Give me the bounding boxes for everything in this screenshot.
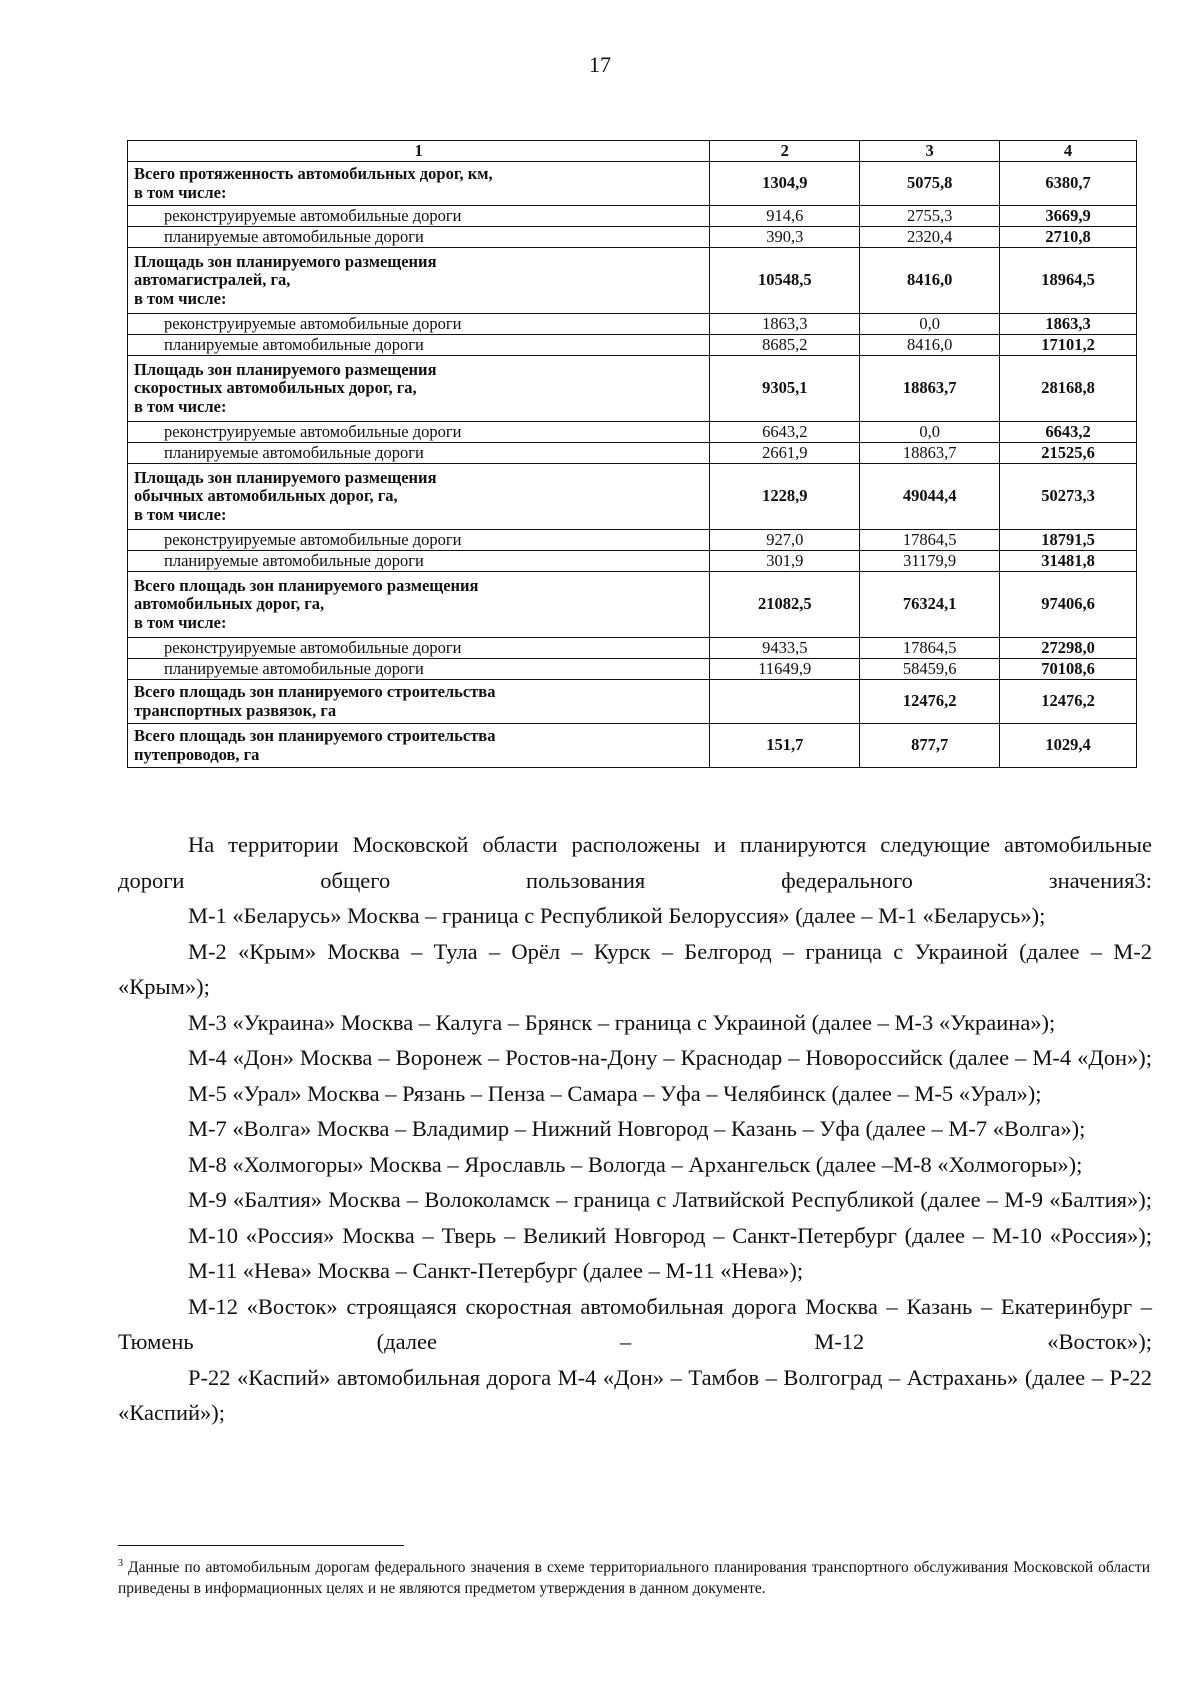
value-cell: 914,6 [710,206,860,227]
subrow-label-cell: реконструируемые автомобильные дороги [128,638,710,659]
value-cell: 301,9 [710,551,860,572]
value-cell: 1304,9 [710,162,860,206]
value-cell: 1863,3 [710,314,860,335]
table-subrow [128,551,1137,572]
value-cell: 31481,8 [1000,551,1137,572]
value-cell: 3669,9 [1000,206,1137,227]
road-item: М-8 «Холмогоры» Москва – Ярославль – Вологда – Архангельск (далее –М-8 «Холмогоры»); [188,1151,1083,1177]
intro-paragraph: На территории Московской области расположены и планируются следующие автомобильные дороги общего пользования федерального значения3: [118,832,1152,893]
table-subrow [128,659,1137,680]
group-title-cell: Площадь зон планируемого размещения обычных автомобильных дорог, га, в том числе: [128,464,710,530]
value-cell: 27298,0 [1000,638,1137,659]
footnote-text: Данные по автомобильным дорогам федерального значения в схеме территориального планирования транспортного обслуживания Московской области приведены в информационных целях и не являются предметом утверждения в данном документе. [118,1559,1150,1598]
road-item: М-7 «Волга» Москва – Владимир – Нижний Новгород – Казань – Уфа (далее – М-7 «Волга»); [188,1116,1086,1141]
value-cell [710,680,860,724]
road-item: М-10 «Россия» Москва – Тверь – Великий Новгород – Санкт-Петербург (далее – М-10 «Россия»); [188,1222,1152,1248]
value-cell: 21082,5 [710,572,860,638]
roads-table [127,140,1137,768]
page-number: 17 [589,52,611,77]
value-cell: 1228,9 [710,464,860,530]
header-cell: 3 [860,141,1000,162]
table-group-row [128,724,1137,768]
value-cell: 18791,5 [1000,530,1137,551]
subrow-label-cell: планируемые автомобильные дороги [128,659,710,680]
value-cell: 17864,5 [860,638,1000,659]
value-cell: 50273,3 [1000,464,1137,530]
table-subrow [128,335,1137,356]
value-cell: 6643,2 [1000,422,1137,443]
group-title-cell: Всего площадь зон планируемого строительства транспортных развязок, га [128,680,710,724]
value-cell: 1863,3 [1000,314,1137,335]
value-cell: 8416,0 [860,248,1000,314]
header-cell: 4 [1000,141,1137,162]
value-cell: 49044,4 [860,464,1000,530]
road-item: Р-22 «Каспий» автомобильная дорога М-4 «Дон» – Тамбов – Волгоград – Астрахань» (далее – Р-22 «Каспий»); [118,1364,1152,1425]
footnote [118,1553,1150,1599]
header-cell: 1 [128,141,710,162]
value-cell: 97406,6 [1000,572,1137,638]
group-title-cell: Площадь зон планируемого размещения автомагистралей, га, в том числе: [128,248,710,314]
value-cell: 58459,6 [860,659,1000,680]
road-item: М-5 «Урал» Москва – Рязань – Пенза – Самара – Уфа – Челябинск (далее – М-5 «Урал»); [188,1080,1042,1106]
value-cell: 18863,7 [860,356,1000,422]
table-subrow [128,443,1137,464]
road-item: М-9 «Балтия» Москва – Волоколамск – граница с Латвийской Республикой (далее – М-9 «Балтия»); [188,1187,1152,1212]
subrow-label-cell: планируемые автомобильные дороги [128,227,710,248]
value-cell: 2661,9 [710,443,860,464]
table-group-row [128,572,1137,638]
value-cell: 9305,1 [710,356,860,422]
value-cell: 0,0 [860,422,1000,443]
value-cell: 1029,4 [1000,724,1137,768]
table-body [128,141,1137,768]
subrow-label-cell: планируемые автомобильные дороги [128,443,710,464]
value-cell: 0,0 [860,314,1000,335]
table-group-row [128,248,1137,314]
value-cell: 11649,9 [710,659,860,680]
table-header-row [128,141,1137,162]
table-subrow [128,530,1137,551]
table-group-row [128,680,1137,724]
value-cell: 28168,8 [1000,356,1137,422]
table-group-row [128,464,1137,530]
road-item: М-4 «Дон» Москва – Воронеж – Ростов-на-Дону – Краснодар – Новороссийск (далее – М-4 «Дон»); [188,1045,1152,1070]
group-title-cell: Всего площадь зон планируемого строительства путепроводов, га [128,724,710,768]
road-item: М-2 «Крым» Москва – Тула – Орёл – Курск – Белгород – граница с Украиной (далее – М-2 «Крым»); [118,938,1152,999]
footnote-divider [118,1545,404,1546]
header-cell: 2 [710,141,860,162]
value-cell: 12476,2 [1000,680,1137,724]
value-cell: 10548,5 [710,248,860,314]
value-cell: 5075,8 [860,162,1000,206]
subrow-label-cell: планируемые автомобильные дороги [128,335,710,356]
value-cell: 12476,2 [860,680,1000,724]
value-cell: 18964,5 [1000,248,1137,314]
body-text [118,827,1152,1431]
table-subrow [128,422,1137,443]
value-cell: 17864,5 [860,530,1000,551]
subrow-label-cell: планируемые автомобильные дороги [128,551,710,572]
value-cell: 2755,3 [860,206,1000,227]
table-group-row [128,162,1137,206]
value-cell: 2710,8 [1000,227,1137,248]
road-item: М-12 «Восток» строящаяся скоростная автомобильная дорога Москва – Казань – Екатеринбург – Тюмень (далее – М-12 «Восток»); [118,1293,1152,1354]
subrow-label-cell: реконструируемые автомобильные дороги [128,206,710,227]
table-subrow [128,206,1137,227]
group-title-cell: Всего протяженность автомобильных дорог, км, в том числе: [128,162,710,206]
value-cell: 70108,6 [1000,659,1137,680]
value-cell: 8685,2 [710,335,860,356]
value-cell: 927,0 [710,530,860,551]
table-subrow [128,227,1137,248]
table-subrow [128,638,1137,659]
table-subrow [128,314,1137,335]
value-cell: 9433,5 [710,638,860,659]
value-cell: 151,7 [710,724,860,768]
value-cell: 17101,2 [1000,335,1137,356]
group-title-cell: Всего площадь зон планируемого размещения автомобильных дорог, га, в том числе: [128,572,710,638]
road-item: М-1 «Беларусь» Москва – граница с Республикой Белоруссия» (далее – М-1 «Беларусь»); [188,903,1046,928]
footnote-mark: 3 [118,1558,123,1569]
subrow-label-cell: реконструируемые автомобильные дороги [128,530,710,551]
road-item: М-3 «Украина» Москва – Калуга – Брянск – граница с Украиной (далее – М-3 «Украина»); [188,1009,1056,1035]
value-cell: 18863,7 [860,443,1000,464]
table-group-row [128,356,1137,422]
value-cell: 8416,0 [860,335,1000,356]
value-cell: 6643,2 [710,422,860,443]
value-cell: 31179,9 [860,551,1000,572]
value-cell: 2320,4 [860,227,1000,248]
subrow-label-cell: реконструируемые автомобильные дороги [128,314,710,335]
value-cell: 6380,7 [1000,162,1137,206]
value-cell: 390,3 [710,227,860,248]
road-item: М-11 «Нева» Москва – Санкт-Петербург (далее – М-11 «Нева»); [188,1258,804,1283]
group-title-cell: Площадь зон планируемого размещения скоростных автомобильных дорог, га, в том числе: [128,356,710,422]
value-cell: 21525,6 [1000,443,1137,464]
value-cell: 877,7 [860,724,1000,768]
value-cell: 76324,1 [860,572,1000,638]
subrow-label-cell: реконструируемые автомобильные дороги [128,422,710,443]
